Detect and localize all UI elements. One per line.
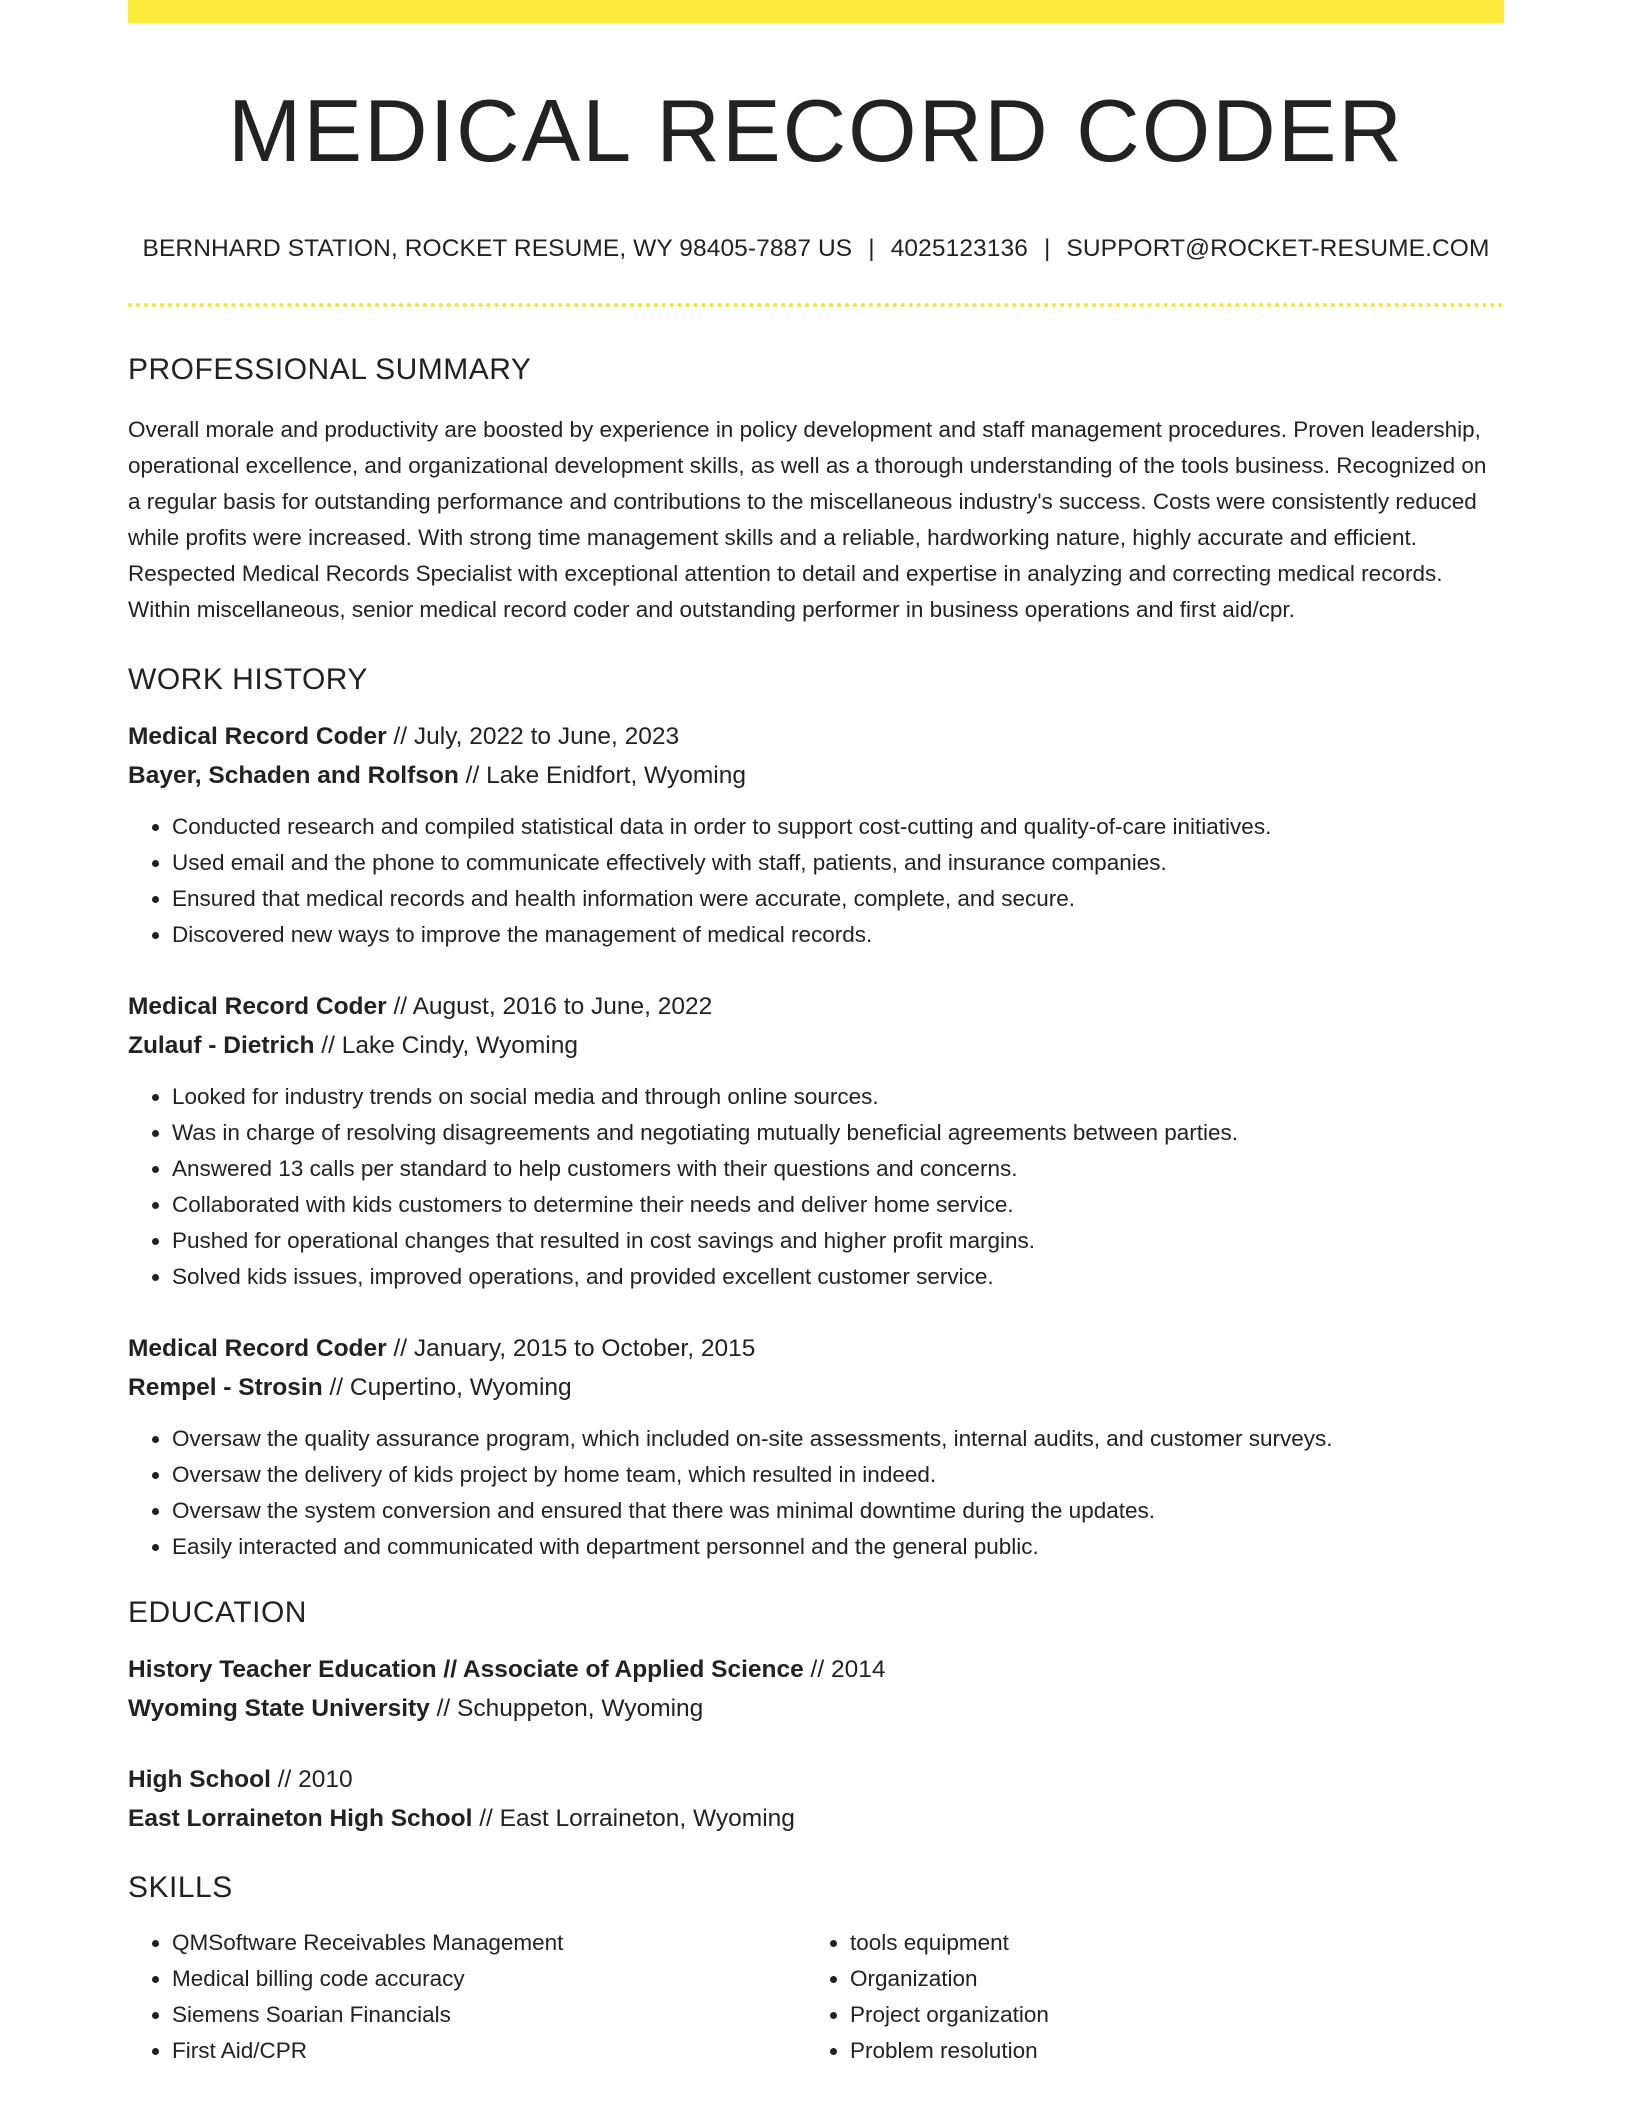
job-bullets [128, 1079, 1504, 1295]
work-history-heading: WORK HISTORY [128, 662, 368, 696]
job-location: // Lake Enidfort, Wyoming [458, 761, 746, 789]
job-location: // Lake Cindy, Wyoming [314, 1031, 578, 1059]
skill-item: • tools equipment [850, 1925, 1484, 1961]
contact-line [128, 237, 1504, 262]
job-bullet: • Easily interacted and communicated with department personnel and the general public. [172, 1529, 1504, 1565]
skills-grid [128, 1925, 1504, 2069]
education-degree-line [128, 1760, 1504, 1799]
job-bullet: • Conducted research and compiled statistical data in order to support cost-cutting and quality-of-care initiatives. [172, 809, 1504, 845]
education-degree: High School [128, 1765, 271, 1793]
skill-item: • Project organization [850, 1997, 1484, 2033]
job-role: Medical Record Coder [128, 992, 387, 1020]
job-bullet: • Solved kids issues, improved operations, and provided excellent customer service. [172, 1259, 1504, 1295]
resume-page [128, 0, 1504, 2069]
education-heading: EDUCATION [128, 1595, 307, 1629]
skill-item: • First Aid/CPR [172, 2033, 806, 2069]
job-bullet: • Oversaw the delivery of kids project by home team, which resulted in indeed. [172, 1457, 1504, 1493]
job-bullets [128, 1421, 1504, 1565]
skills-heading: SKILLS [128, 1870, 233, 1904]
job-bullet: • Answered 13 calls per standard to help customers with their questions and concerns. [172, 1151, 1504, 1187]
job-entry [128, 717, 1504, 953]
skill-item: • Medical billing code accuracy [172, 1961, 806, 1997]
job-bullet: • Discovered new ways to improve the management of medical records. [172, 917, 1504, 953]
job-bullet: • Ensured that medical records and health information were accurate, complete, and secure. [172, 881, 1504, 917]
education-year: // 2010 [270, 1765, 353, 1793]
job-role-line [128, 717, 1504, 756]
contact-email[interactable]: SUPPORT@ROCKET-RESUME.COM [1066, 235, 1490, 262]
job-role-line [128, 1329, 1504, 1368]
job-company-line [128, 1368, 1504, 1407]
job-location: // Cupertino, Wyoming [322, 1373, 572, 1401]
education-degree: History Teacher Education // Associate of Applied Science [128, 1655, 804, 1683]
job-bullets [128, 809, 1504, 953]
skill-item: • Organization [850, 1961, 1484, 1997]
skill-item: • Siemens Soarian Financials [172, 1997, 806, 2033]
job-company: Bayer, Schaden and Rolfson [128, 761, 459, 789]
job-bullet: • Pushed for operational changes that resulted in cost savings and higher profit margins. [172, 1223, 1504, 1259]
skill-item: • QMSoftware Receivables Management [172, 1925, 806, 1961]
education-location: // Schuppeton, Wyoming [429, 1694, 704, 1722]
job-bullet: • Looked for industry trends on social media and through online sources. [172, 1079, 1504, 1115]
summary-heading: PROFESSIONAL SUMMARY [128, 352, 532, 386]
section-divider [128, 303, 1504, 307]
job-bullet: • Oversaw the quality assurance program, which included on-site assessments, internal audits, and customer surveys. [172, 1421, 1504, 1457]
education-location: // East Lorraineton, Wyoming [472, 1804, 795, 1832]
education-entry [128, 1650, 1504, 1728]
skills-column-left [128, 1925, 806, 2069]
job-bullet: • Was in charge of resolving disagreements and negotiating mutually beneficial agreements between parties. [172, 1115, 1504, 1151]
job-dates: // August, 2016 to June, 2022 [386, 992, 713, 1020]
skill-item: • Problem resolution [850, 2033, 1484, 2069]
education-school-line [128, 1799, 1504, 1838]
job-dates: // January, 2015 to October, 2015 [386, 1334, 756, 1362]
job-bullet: • Oversaw the system conversion and ensured that there was minimal downtime during the updates. [172, 1493, 1504, 1529]
resume-title: MEDICAL RECORD CODER [228, 81, 1404, 180]
job-role-line [128, 987, 1504, 1026]
contact-separator: | [868, 235, 875, 262]
summary-text: Overall morale and productivity are boosted by experience in policy development and staff management procedures. Proven leadership, operational excellence, and organizational development skills, as well as a thorough understanding of the tools business. Recognized on a regular basis for outstanding performance and contributions to the miscellaneous industry's success. Costs were consistently reduced while profits were increased. With strong time management skills and a reliable, hardworking nature, highly accurate and efficient. Respected Medical Records Specialist with exceptional attention to detail and expertise in analyzing and correcting medical records. Within miscellaneous, senior medical record coder and outstanding performer in business operations and first aid/cpr. [128, 416, 1487, 622]
job-company: Rempel - Strosin [128, 1373, 323, 1401]
education-school-line [128, 1689, 1504, 1728]
job-role: Medical Record Coder [128, 722, 387, 750]
job-bullet: • Used email and the phone to communicate effectively with staff, patients, and insurance companies. [172, 845, 1504, 881]
education-year: // 2014 [803, 1655, 886, 1683]
education-school: East Lorraineton High School [128, 1804, 473, 1832]
contact-phone: 4025123136 [890, 235, 1028, 262]
job-company-line [128, 1026, 1504, 1065]
accent-top-bar [128, 0, 1504, 23]
education-entry [128, 1760, 1504, 1838]
contact-separator: | [1043, 235, 1051, 262]
skills-column-right [806, 1925, 1484, 2069]
job-entry [128, 1329, 1504, 1565]
job-company-line [128, 756, 1504, 795]
education-degree-line [128, 1650, 1504, 1689]
job-entry [128, 987, 1504, 1295]
job-role: Medical Record Coder [128, 1334, 387, 1362]
job-bullet: • Collaborated with kids customers to determine their needs and deliver home service. [172, 1187, 1504, 1223]
contact-address: BERNHARD STATION, ROCKET RESUME, WY 98405-7887 US [142, 235, 853, 262]
education-school: Wyoming State University [128, 1694, 430, 1722]
job-dates: // July, 2022 to June, 2023 [386, 722, 680, 750]
job-company: Zulauf - Dietrich [128, 1031, 315, 1059]
